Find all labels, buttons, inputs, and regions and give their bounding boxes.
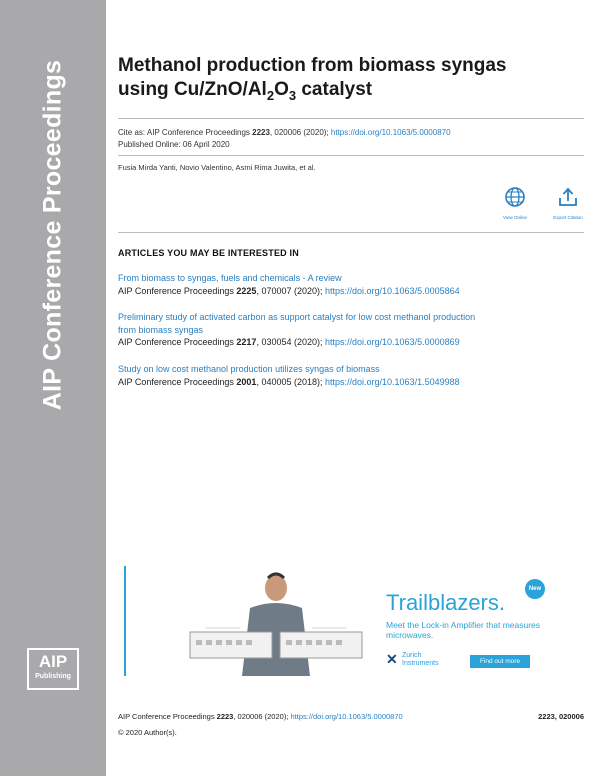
ad-brand bbox=[402, 652, 439, 668]
ref-rest: , 030054 (2020); bbox=[256, 337, 325, 347]
divider bbox=[118, 155, 584, 156]
cite-doi-link[interactable]: https://doi.org/10.1063/5.0000870 bbox=[330, 128, 451, 137]
ref-doi-link[interactable]: https://doi.org/10.1063/5.0005864 bbox=[325, 285, 460, 296]
title-part: O bbox=[274, 79, 289, 100]
ref-rest: , 040005 (2018); bbox=[256, 376, 325, 387]
ref-rest: , 070007 (2020); bbox=[256, 285, 325, 296]
authors: Fusia Mirda Yanti, Novio Valentino, Asmi Rima Juwita, et al. bbox=[118, 163, 316, 172]
title-subscript: 2 bbox=[266, 87, 275, 103]
title-part: catalyst bbox=[296, 79, 373, 100]
cite-prefix: Cite as: AIP Conference Proceedings bbox=[118, 128, 253, 137]
article-title-line2 bbox=[118, 78, 578, 108]
ref-doi-link[interactable]: https://doi.org/10.1063/5.0000869 bbox=[325, 337, 460, 347]
ref-prefix: AIP Conference Proceedings bbox=[118, 376, 237, 387]
footer-rest: , 020006 (2020); bbox=[233, 712, 291, 721]
ref-doi-link[interactable]: https://doi.org/10.1063/1.5049988 bbox=[325, 376, 460, 387]
ad-new-badge: New bbox=[525, 579, 545, 599]
title-subscript: 3 bbox=[288, 87, 297, 103]
find-out-more-button[interactable]: Find out more bbox=[470, 655, 530, 668]
published-date: Published Online: 06 April 2020 bbox=[118, 140, 230, 149]
footer-doi-link[interactable]: https://doi.org/10.1063/5.0000870 bbox=[290, 712, 403, 721]
logo-top-text: AIP bbox=[38, 652, 68, 671]
zurich-logo-icon: ✕ bbox=[386, 651, 398, 667]
cite-volume: 2223 bbox=[252, 128, 270, 137]
export-icon bbox=[557, 186, 579, 208]
citation-block bbox=[118, 127, 590, 151]
ad-headline: Trailblazers. bbox=[386, 590, 505, 615]
related-article-title-cont[interactable]: from biomass syngas bbox=[118, 324, 204, 335]
cite-rest: , 020006 (2020); bbox=[269, 128, 331, 137]
footer-page-ref: 2223, 020006 bbox=[538, 712, 584, 721]
related-article-ref bbox=[118, 376, 590, 389]
advertisement[interactable] bbox=[124, 566, 584, 676]
citation-line bbox=[118, 127, 590, 139]
footer-citation bbox=[118, 712, 584, 721]
ref-prefix: AIP Conference Proceedings bbox=[118, 285, 237, 296]
ad-accent-bar bbox=[124, 566, 126, 676]
related-article bbox=[118, 272, 590, 297]
ad-person-with-instruments-image bbox=[180, 568, 370, 676]
view-online-button[interactable] bbox=[495, 186, 535, 220]
related-article bbox=[118, 311, 590, 349]
ref-volume: 2225 bbox=[236, 285, 257, 296]
export-citation-button[interactable] bbox=[548, 186, 588, 220]
aip-publishing-logo[interactable] bbox=[27, 648, 79, 690]
footer-volume: 2223 bbox=[216, 712, 234, 721]
title-part: using Cu/ZnO/Al bbox=[118, 79, 267, 100]
related-articles-heading: ARTICLES YOU MAY BE INTERESTED IN bbox=[118, 248, 299, 258]
globe-icon bbox=[504, 186, 526, 208]
ad-brand-line1: Zurich bbox=[402, 652, 422, 659]
footer-prefix: AIP Conference Proceedings bbox=[118, 712, 217, 721]
related-article bbox=[118, 363, 590, 388]
view-online-label: View Online bbox=[503, 215, 527, 220]
related-article-ref bbox=[118, 285, 590, 298]
ref-prefix: AIP Conference Proceedings bbox=[118, 337, 237, 347]
logo-bottom-text: Publishing bbox=[35, 673, 71, 680]
related-article-title[interactable]: From biomass to syngas, fuels and chemicals - A review bbox=[118, 273, 342, 283]
divider bbox=[118, 118, 584, 119]
article-title-line1: Methanol production from biomass syngas bbox=[118, 55, 507, 76]
ad-brand-line2: Instruments bbox=[402, 660, 439, 667]
sidebar bbox=[0, 0, 106, 776]
export-citation-label: Export Citation bbox=[553, 215, 583, 220]
related-article-title[interactable]: Study on low cost methanol production utilizes syngas of biomass bbox=[118, 364, 380, 374]
divider bbox=[118, 232, 584, 233]
related-article-ref bbox=[118, 336, 590, 349]
journal-vertical-title: AIP Conference Proceedings bbox=[38, 59, 67, 411]
ad-tagline: Meet the Lock-in Amplifier that measures microwaves. bbox=[386, 620, 541, 640]
copyright: © 2020 Author(s). bbox=[118, 728, 177, 737]
related-article-title[interactable]: Preliminary study of activated carbon as support catalyst for low cost methanol production bbox=[118, 312, 476, 322]
article-title bbox=[118, 54, 578, 108]
ref-volume: 2001 bbox=[236, 376, 257, 387]
ref-volume: 2217 bbox=[236, 337, 257, 347]
